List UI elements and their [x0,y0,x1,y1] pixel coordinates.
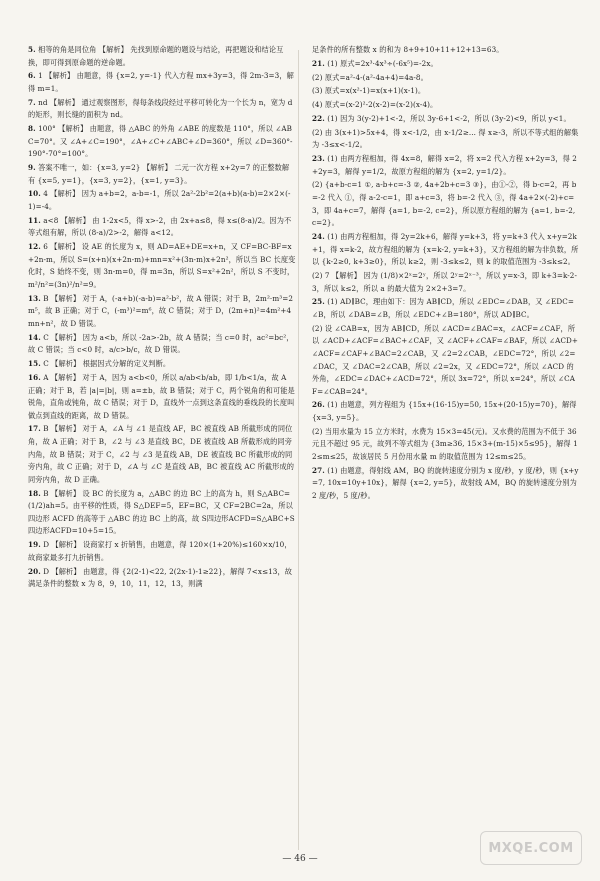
answer-text: (1) 由题意，得射线 AM，BQ 的旋转速度分别为 x 度/秒，y 度/秒，则 {x+y=7, 10x=10y+10x}，解得 {x=2, y=5}，故射线 AM，BQ 的旋转速度分别为 2 度/秒，5 度/秒。 [312,465,579,500]
column-divider [298,50,299,850]
answer-text: (2) 原式=a²-4-(a²-4a+4)=4a-8。 [312,72,428,82]
answer-text: (2) {a+b-c=1 ①, a-b+c=-3 ②, 4a+2b+c=3 ③}，由①-②，得 b-c=2，再 b=-2 代入 ①，得 a-2-c=1，即 a+c=3，将 b=-2 代入 ③，得 4a+2×(-2)+c=3，即 4a+c=7，解得 {a=1, b=-2, c=2}，所以原方程组的解为 {a=1, b=-2, c=2}。 [312,180,577,228]
question-number: 10. [28,189,41,199]
answer-item [312,44,580,57]
answer-item [312,270,580,295]
question-number: 6. [28,71,36,81]
answer-text: (4) 原式=(x-2)²-2(x-2)=(x-2)(x-4)。 [312,100,438,110]
question-number: 14. [28,332,41,342]
answer-text: (2) 由 3(x+1)>5x+4，得 x<-1/2，由 x-1/2≥... 得 x≥-3，所以不等式组的解集为 -3≤x<-1/2。 [312,127,579,150]
answer-text: 100° 【解析】 由题意，得 △ABC 的外角 ∠ABE 的度数是 110°，所以 ∠ABC=70°。又 ∠A+∠C=190°，∠A+∠C+∠ABC+∠D=360°，所以 ∠D=360°-190°-70°=100°。 [28,124,293,159]
answer-item [312,231,580,269]
answer-text: C 【解析】 因为 a<b，所以 -2a>-2b，故 A 错误；当 c=0 时，ac²=bc²，故 C 错误；当 c<0 时，a/c>b/c，故 D 错误。 [28,332,294,355]
answer-item [312,99,580,112]
answer-text: (3) 原式=x(x²-1)=x(x+1)(x-1)。 [312,86,426,96]
answer-text: D 【解析】 设商家打 x 折销售，由题意，得 120×(1+20%)≤160×x/10，故商家最多打九折销售。 [28,540,292,562]
answer-text: (1) AD∥BC，理由如下：因为 AB∥CD，所以 ∠EDC=∠DAB，又 ∠EDC=∠B，所以 ∠DAB=∠B，所以 ∠EDC+∠B=180°，所以 AD∥BC。 [312,297,574,319]
answer-text: (1) 由两方程相加，得 4x=8，解得 x=2，将 x=2 代入方程 x+2y=3，得 2+2y=3，解得 y=1/2，故原方程组的解为 {x=2, y=1/2}。 [312,154,577,176]
answer-item [312,426,580,464]
watermark-logo: MXQE.COM [480,831,582,865]
answer-text: B 【解析】 对于 A，(-a+b)(-a-b)=a²-b²，故 A 错误；对于 B，2m²·m³=2m⁵，故 B 正确；对于 C，(-m³)²=m⁶，故 C 错误；对于 D，(2m+n)²=4m²+4mn+n²，故 D 错误。 [28,293,294,328]
answer-text: (2) 当用水量为 15 立方米时，水费为 15×3=45(元)。又水费的范围为不低于 36 元且不超过 95 元，故列不等式组为 {3m≥36, 15×3+(m-15)×5≤95}，解得 12≤m≤25，故该居民 5 月份用水量 m 的取值范围为 12≤m≤25。 [312,426,578,462]
question-number: 22. [312,113,325,123]
answer-item [312,72,580,85]
question-number: 18. [28,488,41,498]
answer-text: (1) 原式=2x³·4x³÷(-6x⁵)=-2x。 [327,58,438,68]
right-column [312,44,580,504]
page-number: — 46 — [282,854,318,864]
answer-text: (1) 因为 3(y-2)+1<-2，所以 3y-6+1<-2，所以 (3y-2)<9，所以 y<1。 [327,113,571,123]
answer-item [28,539,296,564]
question-number: 21. [312,58,325,68]
answer-text: (2) 设 ∠CAB=x，因为 AB∥CD，所以 ∠ACD=∠BAC=x，∠ACF=∠CAF，所以 ∠ACD+∠ACF=∠BAC+∠CAF，又 ∠ACF+∠CAF=∠BAF，所以 ∠ACD+∠ACF=∠CAF+∠BAC=2∠CAB，又 ∠2=2∠CAB，∠EDC=72°，所以 ∠2=∠DAC，又 ∠DAC=2∠CAB，所以 ∠2=2x，又 ∠EDC=72°，所以 ∠ACD 的外角，∠EDC=∠DAC+∠ACD=72°，所以 3x=72°，所以 x=24°，所以 ∠CAF=∠CAB=24°。 [312,323,579,396]
answer-text: B 【解析】 设 BC 的长度为 a，△ABC 的边 BC 上的高为 h，则 S△ABC=(1/2)ah=5。由平移的性质，得 S△DEF=5，EF=BC，又 CF=2BC=2a，所以四边形 ACFD 的高等于 △ABC 的边 BC 上的高，故 S四边形ACFD=S△ABC+S四边形ACFD=10+5=15。 [28,488,295,536]
answer-text: 6 【解析】 设 AE 的长度为 x，则 AD=AE+DE=x+n，又 CF=BC-BF=x+2n-m，所以 S=(x+n)(x+2n-m)+mn=x²+(3n-m)x+2n²，所以当 BC 长度变化时，S 始终不变，则 3n-m=0，得 m=3n，所以 S=x²+2n²，所以 S 不变时，m²/n²=(3n)²/n²=9。 [28,242,296,289]
question-number: 13. [28,293,41,303]
answer-item [312,399,580,424]
answer-item [28,97,296,122]
answer-text: a<8 【解析】 由 1-2x<5，得 x>-2，由 2x+a≤8，得 x≤(8-a)/2。因为不等式组有解，所以 (8-a)/2>-2，解得 a<12。 [28,215,292,238]
question-number: 19. [28,540,41,550]
answer-text: B 【解析】 对于 A，∠A 与 ∠1 是直线 AF，BC 被直线 AB 所截形成的同位角，故 A 正确；对于 B，∠2 与 ∠3 是直线 BC，DE 被直线 AB 所截形成的同旁内角，故 B 错误；对于 C，∠2 与 ∠3 是直线 AB，DE 被直线 BC 所截形成的同旁内角，故 C 正确；对于 D，∠A 与 ∠C 是直线 AB，BC 被直线 AC 所截形成的同旁内角，故 D 正确。 [28,424,295,484]
answer-item [312,127,580,152]
answer-item [312,296,580,321]
answer-item [312,323,580,399]
answer-text: 1 【解析】 由题意，得 {x=2, y=-1} 代入方程 mx+3y=3，得 2m-3=3，解得 m=1。 [28,71,294,93]
answer-item [28,215,296,240]
question-number: 8. [28,124,36,134]
question-number: 9. [28,163,36,173]
question-number: 27. [312,465,325,475]
answer-item [28,488,296,538]
answer-text: (2) 7 【解析】 因为 (1/8)×2ˣ=2ʸ，所以 2ʸ=2ˣ⁻³，所以 y=x-3，即 k+3=k-2-3，所以 k≤2，所以 a 的最大值为 2×2+3=7。 [312,270,578,293]
question-number: 11. [28,215,41,225]
answer-text: A 【解析】 对于 A，因为 a<b<0，所以 a/ab<b/ab，即 1/b<1/a，故 A 正确；对于 B，若 |a|=|b|，则 a=±b，故 B 错误；对于 C，两个锐角的和可能是锐角，直角或钝角，故 C 错误；对于 D，直线外一点到这条直线的垂线段的长度叫做点到直线的距离，故 D 错误。 [28,372,295,420]
answer-item [28,566,296,591]
answer-item [28,123,296,161]
answer-item [312,179,580,229]
answer-text: (1) 由题意，列方程组为 {15x+(16-15)y=50, 15x+(20-15)y=70}，解得 {x=3, y=5}。 [312,400,577,423]
question-number: 17. [28,424,41,434]
answer-text: (1) 由两方程相加，得 2y=2k+6，解得 y=k+3，将 y=k+3 代入 x+y=2k+1，得 x=k-2，故方程组的解为 {x=k-2, y=k+3}，又方程组的解为非负数，所以 {k-2≥0, k+3≥0}，所以 k≥2，则 -3≤k≤2，则 k 的取值范围为 -3≤k≤2。 [312,232,579,267]
question-number: 23. [312,154,325,164]
answer-item [312,153,580,178]
answer-item [28,188,296,213]
answer-item [28,70,296,95]
answer-item [28,423,296,486]
answer-item [312,113,580,126]
answer-text: 足条件的所有整数 x 的和为 8+9+10+11+12+13=63。 [312,45,504,54]
answer-item [28,358,296,371]
answer-item [312,85,580,98]
question-number: 7. [28,97,36,107]
question-number: 25. [312,297,325,307]
answer-text: D 【解析】 由题意，得 {2(2-1)<22, 2(2x-1)-1≥22}，解得 7<x≤13，故满足条件的整数 x 为 8，9，10，11，12，13，则满 [28,566,293,589]
answer-item [28,372,296,422]
answer-item [28,162,296,187]
answer-text: 4 【解析】 因为 a+b=2，a-b=-1，所以 2a²-2b²=2(a+b)(a-b)=2×2×(-1)=-4。 [28,189,291,212]
question-number: 16. [28,372,41,382]
answer-item [28,293,296,331]
question-number: 15. [28,359,41,369]
answer-item [28,241,296,291]
answer-item [28,332,296,357]
answer-text: 答案不唯一，如：{x=3, y=2} 【解析】 二元一次方程 x+2y=7 的正整数解有 {x=5, y=1}，{x=3, y=2}，{x=1, y=3}。 [28,163,290,185]
question-number: 20. [28,566,41,576]
answer-text: 相等的角是同位角 【解析】 先找到原命题的题设与结论，再把题设和结论互换，即可得到原命题的逆命题。 [28,45,284,67]
question-number: 24. [312,232,325,241]
answer-item [28,44,296,69]
question-number: 12. [28,242,41,252]
answer-text: nd 【解析】 通过观察图形，得每条线段经过平移可转化为一个长为 n，宽为 d 的矩形，则长缝的面积为 nd。 [28,97,293,120]
answer-item [312,465,580,503]
answer-text: C 【解析】 根据因式分解的定义判断。 [43,359,171,369]
question-number: 26. [312,400,325,410]
question-number: 5. [28,45,36,54]
answer-item [312,58,580,71]
left-column [28,44,296,592]
